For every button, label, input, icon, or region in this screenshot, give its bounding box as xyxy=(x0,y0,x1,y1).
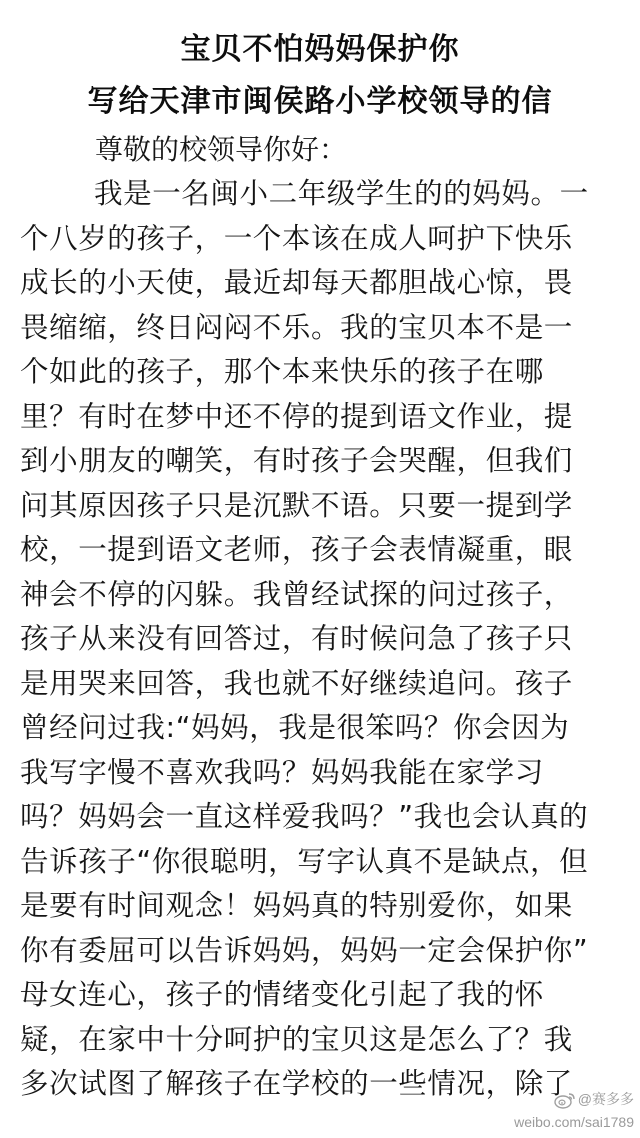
body-line: 曾经问过我:“妈妈，我是很笨吗？你会因为 xyxy=(20,711,570,744)
body-line: 我写字慢不喜欢我吗？妈妈我能在家学习 xyxy=(20,755,544,789)
body-line: 个八岁的孩子，一个本该在成人呵护下快乐 xyxy=(20,221,573,255)
body-line: 母女连心，孩子的情绪变化引起了我的怀 xyxy=(20,978,544,1011)
weibo-logo-icon xyxy=(554,1091,576,1109)
body-line: 神会不停的闪躲。我曾经试探的问过孩子， xyxy=(20,577,573,611)
body-line: 到小朋友的嘲笑，有时孩子会哭醒，但我们 xyxy=(20,444,573,477)
body-line: 是要有时间观念！妈妈真的特别爱你，如果 xyxy=(20,889,573,922)
watermark-handle: @赛多多 xyxy=(577,1091,634,1107)
letter-subtitle: 写给天津市闽侯路小学校领导的信 xyxy=(87,84,553,119)
body-line: 告诉孩子“你很聪明，写字认真不是缺点，但 xyxy=(20,844,589,878)
body-line: 是用哭来回答，我也就不好继续追问。孩子 xyxy=(20,666,573,700)
weibo-watermark xyxy=(514,1088,634,1134)
body-line: 个如此的孩子，那个本来快乐的孩子在哪 xyxy=(20,355,544,388)
body-line: 里？有时在梦中还不停的提到语文作业，提 xyxy=(20,399,573,433)
salutation: 尊敬的校领导你好： xyxy=(95,133,348,166)
body-line: 吗？妈妈会一直这样爱我吗？”我也会认真的 xyxy=(20,800,589,833)
letter-body xyxy=(20,172,630,1107)
body-line: 我是一名闽小二年级学生的的妈妈。一 xyxy=(94,177,589,210)
body-line: 畏缩缩，终日闷闷不乐。我的宝贝本不是一 xyxy=(20,310,573,344)
body-line: 你有委屈可以告诉妈妈，妈妈一定会保护你” xyxy=(20,933,589,967)
watermark-url: weibo.com/sai1789 xyxy=(514,1114,634,1130)
body-line: 多次试图了解孩子在学校的一些情况，除了 xyxy=(20,1067,573,1100)
body-line: 孩子从来没有回答过，有时候问急了孩子只 xyxy=(20,622,573,655)
body-line: 疑，在家中十分呵护的宝贝这是怎么了？我 xyxy=(20,1022,573,1056)
body-line: 成长的小天使，最近却每天都胆战心惊，畏 xyxy=(20,266,573,299)
letter-title: 宝贝不怕妈妈保护你 xyxy=(180,32,460,67)
body-line: 校，一提到语文老师，孩子会表情凝重，眼 xyxy=(20,533,573,566)
body-line: 问其原因孩子只是沉默不语。只要一提到学 xyxy=(20,488,573,522)
